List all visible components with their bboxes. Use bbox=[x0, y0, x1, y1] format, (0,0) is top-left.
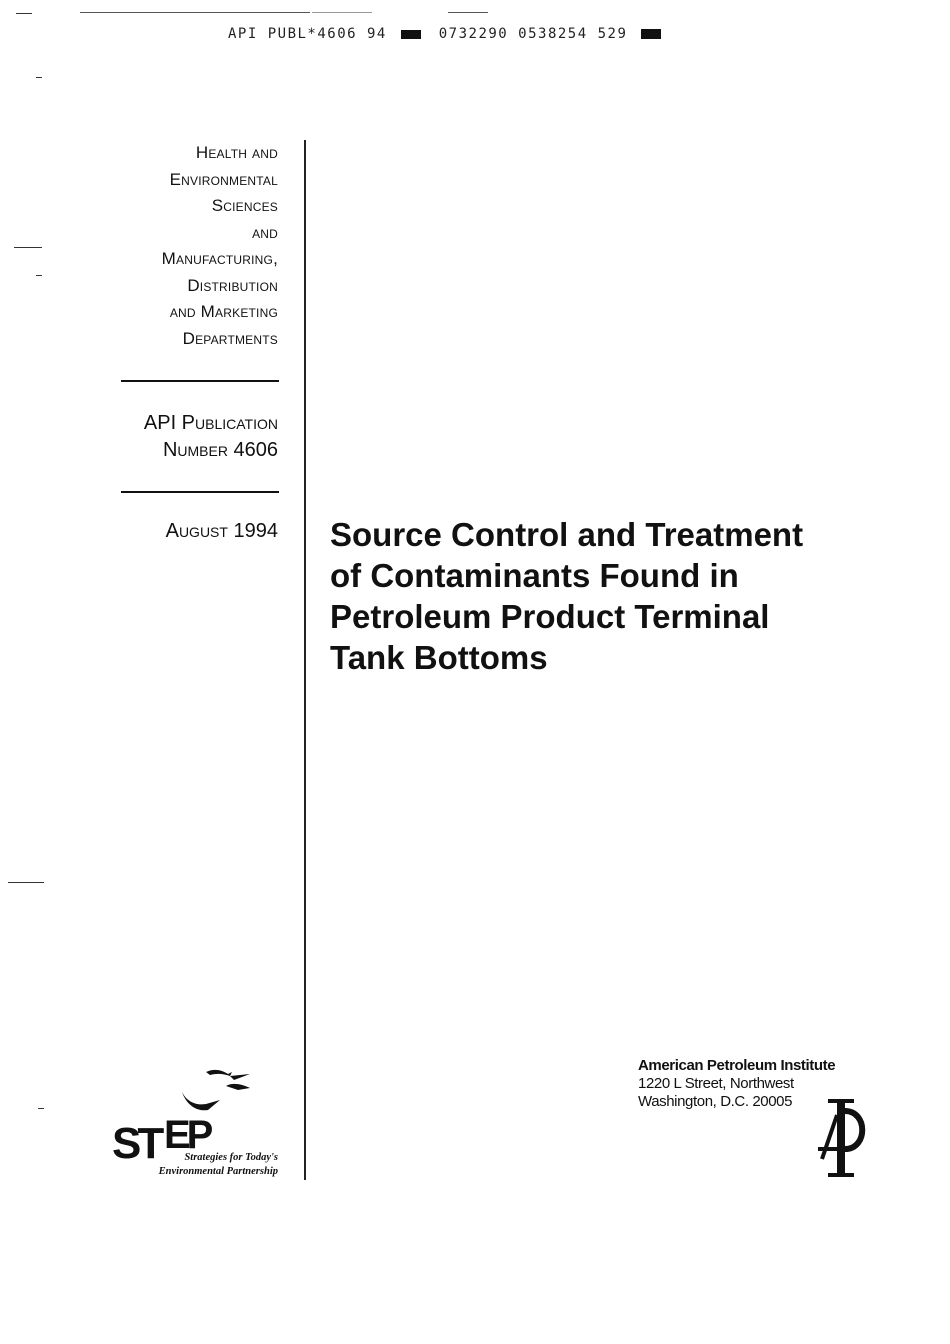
title-line: Petroleum Product Terminal bbox=[330, 598, 770, 635]
scan-artifact bbox=[36, 275, 42, 276]
document-control-code bbox=[228, 26, 661, 42]
scan-artifact bbox=[16, 13, 32, 14]
control-code-prefix: API PUBL*4606 94 bbox=[228, 26, 387, 42]
publication-date: August 1994 bbox=[165, 520, 278, 542]
publisher-name: American Petroleum Institute bbox=[638, 1057, 836, 1074]
publication-number-label: Number 4606 bbox=[162, 439, 278, 461]
department-line: Sciences bbox=[211, 196, 278, 215]
title-line: of Contaminants Found in bbox=[330, 557, 739, 594]
scan-artifact bbox=[36, 77, 42, 78]
department-line: and Marketing bbox=[169, 302, 278, 321]
publication-label: API Publication bbox=[143, 412, 278, 434]
column-divider bbox=[304, 140, 306, 1180]
scan-artifact bbox=[8, 882, 44, 883]
title-line: Tank Bottoms bbox=[330, 639, 548, 676]
departments-text bbox=[60, 140, 278, 352]
scan-artifact bbox=[80, 12, 310, 13]
scan-artifact bbox=[448, 12, 488, 13]
step-tagline-line: Environmental Partnership bbox=[158, 1166, 278, 1177]
section-divider bbox=[121, 380, 279, 382]
publisher-city: Washington, D.C. 20005 bbox=[638, 1093, 793, 1110]
scan-artifact bbox=[14, 247, 42, 248]
step-tagline-line: Strategies for Today's bbox=[184, 1152, 278, 1163]
department-line: Environmental bbox=[169, 169, 278, 189]
publisher-address bbox=[638, 1057, 835, 1111]
department-line: Departments bbox=[182, 328, 278, 348]
department-line: Manufacturing, bbox=[161, 249, 278, 268]
svg-text:ST: ST bbox=[112, 1119, 161, 1168]
step-tagline bbox=[132, 1151, 278, 1179]
department-line: Health and bbox=[195, 143, 278, 162]
section-divider bbox=[121, 491, 279, 493]
scan-artifact bbox=[312, 12, 372, 13]
control-code-suffix: 0732290 0538254 529 bbox=[438, 26, 628, 42]
department-line: and bbox=[252, 222, 278, 242]
departments-block bbox=[60, 140, 278, 352]
api-monogram-icon bbox=[810, 1097, 870, 1179]
document-title bbox=[330, 514, 830, 678]
publisher-street: 1220 L Street, Northwest bbox=[638, 1075, 794, 1092]
svg-text:EP: EP bbox=[164, 1113, 210, 1157]
scan-block-icon bbox=[641, 29, 661, 39]
scan-block-icon bbox=[401, 30, 421, 39]
scan-artifact bbox=[38, 1108, 44, 1109]
department-line: Distribution bbox=[187, 275, 278, 295]
publication-number bbox=[60, 410, 278, 464]
title-line: Source Control and Treatment bbox=[330, 516, 804, 553]
